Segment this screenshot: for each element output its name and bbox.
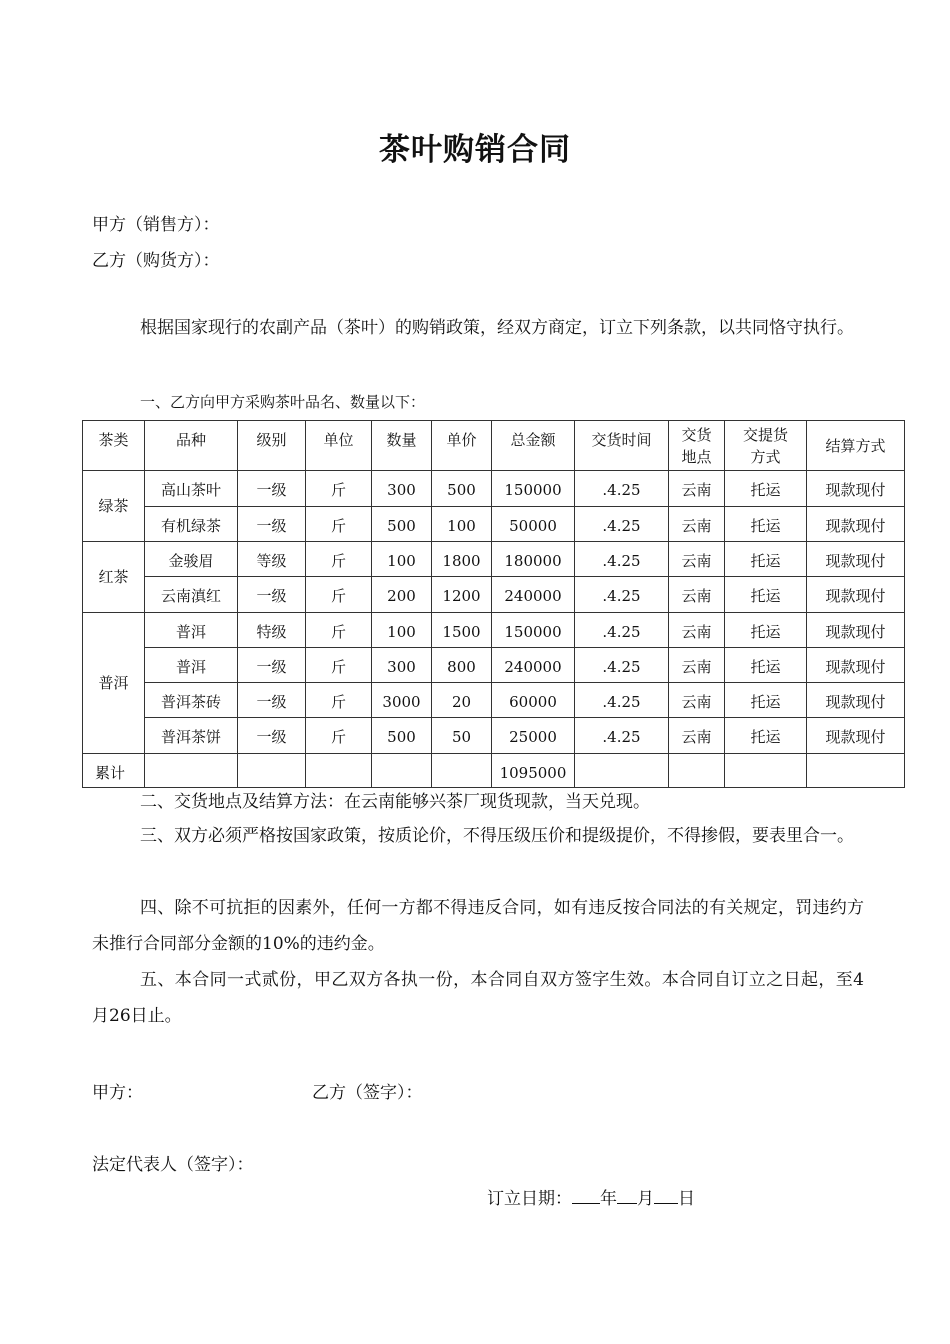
table-cell: 托运 <box>725 577 807 612</box>
table-cell: 普洱茶砖 <box>145 683 238 718</box>
table-cell: 普洱 <box>145 647 238 682</box>
table-cell: 100 <box>372 541 432 576</box>
table-cell: 斤 <box>306 718 372 753</box>
table-cell: 100 <box>432 506 492 541</box>
header-cell-line: 地点 <box>681 447 712 466</box>
category-cell: 普洱 <box>83 612 145 753</box>
table-cell: .4.25 <box>575 577 669 612</box>
table-cell: 托运 <box>725 683 807 718</box>
table-cell: 500 <box>432 471 492 506</box>
header-cell <box>725 421 807 471</box>
table-cell: 现款现付 <box>807 683 905 718</box>
table-cell: .4.25 <box>575 612 669 647</box>
table-row <box>83 541 905 576</box>
table-row <box>83 647 905 682</box>
table-cell: 300 <box>372 647 432 682</box>
total-label-cell: 累计 <box>83 753 145 787</box>
table-cell: 一级 <box>238 718 306 753</box>
date-year-label: 年 <box>600 1189 617 1209</box>
table-cell: 金骏眉 <box>145 541 238 576</box>
table-cell: 云南 <box>669 577 725 612</box>
table-cell: 普洱茶饼 <box>145 718 238 753</box>
table-cell: 斤 <box>306 471 372 506</box>
table-cell: 云南 <box>669 718 725 753</box>
table-cell: .4.25 <box>575 683 669 718</box>
table-cell: 50000 <box>492 506 575 541</box>
clause-4: 四、除不可抗拒的因素外，任何一方都不得违反合同，如有违反按合同法的有关规定，罚违约方未推行合同部分金额的10%的违约金。 <box>92 898 864 954</box>
party-b-label: 乙方（购货方）： <box>92 251 220 271</box>
header-cell: 结算方式 <box>807 421 905 471</box>
table-cell: 现款现付 <box>807 612 905 647</box>
table-cell: 一级 <box>238 647 306 682</box>
table-cell: 一级 <box>238 577 306 612</box>
date-label: 订立日期： <box>487 1189 572 1209</box>
header-cell: 交货时间 <box>575 421 669 471</box>
table-row <box>83 683 905 718</box>
clause-1: 一、乙方向甲方采购茶叶品名、数量以下： <box>140 393 426 411</box>
table-row <box>83 506 905 541</box>
table-row <box>83 577 905 612</box>
table-row <box>83 471 905 506</box>
header-cell: 总金额 <box>492 421 575 471</box>
table-cell: 一级 <box>238 471 306 506</box>
table-cell: 一级 <box>238 683 306 718</box>
table-cell: 云南 <box>669 506 725 541</box>
intro-paragraph: 根据国家现行的农副产品（茶叶）的购销政策，经双方商定，订立下列条款，以共同恪守执行。 <box>140 318 854 338</box>
signature-party-a: 甲方： <box>92 1083 143 1103</box>
header-cell-line: 方式 <box>750 447 781 466</box>
table-cell: 普洱 <box>145 612 238 647</box>
table-cell: 150000 <box>492 612 575 647</box>
table-cell: 托运 <box>725 541 807 576</box>
table-cell: 现款现付 <box>807 577 905 612</box>
table-cell: 100 <box>372 612 432 647</box>
table-cell: 斤 <box>306 506 372 541</box>
clause-5: 五、本合同一式贰份，甲乙双方各执一份，本合同自双方签字生效。本合同自订立之日起，至4月26日止。 <box>92 970 864 1026</box>
table-cell: .4.25 <box>575 471 669 506</box>
table-row <box>83 718 905 753</box>
table-header-row <box>83 421 905 471</box>
category-cell: 绿茶 <box>83 471 145 542</box>
table-cell: 特级 <box>238 612 306 647</box>
total-amount-cell: 1095000 <box>492 753 575 787</box>
table-cell: 现款现付 <box>807 471 905 506</box>
signature-party-b: 乙方（签字）： <box>312 1083 423 1103</box>
table-cell: 50 <box>432 718 492 753</box>
table-cell: 现款现付 <box>807 506 905 541</box>
table-cell: 300 <box>372 471 432 506</box>
day-blank <box>654 1189 678 1204</box>
header-cell-line: 交提货 <box>742 425 788 444</box>
year-blank <box>572 1189 600 1204</box>
table-cell: 有机绿茶 <box>145 506 238 541</box>
table-cell: .4.25 <box>575 718 669 753</box>
table-cell: 200 <box>372 577 432 612</box>
table-cell <box>432 753 492 787</box>
table-cell: 1200 <box>432 577 492 612</box>
table-cell: 斤 <box>306 577 372 612</box>
table-cell: 斤 <box>306 683 372 718</box>
clause-2: 二、交货地点及结算方法：在云南能够兴茶厂现货现款，当天兑现。 <box>140 792 650 812</box>
table-cell: 云南 <box>669 683 725 718</box>
table-cell: 20 <box>432 683 492 718</box>
table-cell: 云南 <box>669 612 725 647</box>
table-row <box>83 612 905 647</box>
header-cell-line: 交货 <box>681 425 712 444</box>
table-cell: 云南 <box>669 647 725 682</box>
header-cell: 单价 <box>432 421 492 471</box>
table-cell: 500 <box>372 506 432 541</box>
table-cell: 240000 <box>492 647 575 682</box>
legal-representative-label: 法定代表人（签字）： <box>92 1155 254 1175</box>
table-cell <box>372 753 432 787</box>
header-cell: 茶类 <box>83 421 145 471</box>
table-cell: 500 <box>372 718 432 753</box>
signing-date <box>487 1184 695 1209</box>
table-cell <box>306 753 372 787</box>
table-cell: 高山茶叶 <box>145 471 238 506</box>
header-cell: 级别 <box>238 421 306 471</box>
table-cell: 现款现付 <box>807 718 905 753</box>
party-a-label: 甲方（销售方）： <box>92 215 220 235</box>
header-cell: 数量 <box>372 421 432 471</box>
table-cell <box>807 753 905 787</box>
table-cell: 云南滇红 <box>145 577 238 612</box>
table-cell: 云南 <box>669 471 725 506</box>
table-cell <box>238 753 306 787</box>
table-cell: 斤 <box>306 541 372 576</box>
clause-3: 三、双方必须严格按国家政策，按质论价，不得压级压价和提级提价，不得掺假，要表里合一。 <box>140 826 854 846</box>
month-blank <box>617 1189 637 1204</box>
table-cell: 25000 <box>492 718 575 753</box>
table-cell: 托运 <box>725 471 807 506</box>
table-cell: .4.25 <box>575 506 669 541</box>
table-cell: 一级 <box>238 506 306 541</box>
table-cell: 云南 <box>669 541 725 576</box>
table-cell: 180000 <box>492 541 575 576</box>
document-title: 茶叶购销合同 <box>379 132 571 168</box>
table-cell: 托运 <box>725 506 807 541</box>
header-cell: 品种 <box>145 421 238 471</box>
table-cell: 800 <box>432 647 492 682</box>
table-cell <box>669 753 725 787</box>
table-cell: 托运 <box>725 718 807 753</box>
table-cell: 1500 <box>432 612 492 647</box>
table-cell: 斤 <box>306 612 372 647</box>
table-cell: .4.25 <box>575 541 669 576</box>
date-day-label: 日 <box>678 1189 695 1209</box>
category-cell: 红茶 <box>83 541 145 612</box>
table-cell: 等级 <box>238 541 306 576</box>
table-cell: 240000 <box>492 577 575 612</box>
table-cell: 斤 <box>306 647 372 682</box>
table-cell: 现款现付 <box>807 647 905 682</box>
table-cell: 3000 <box>372 683 432 718</box>
date-month-label: 月 <box>637 1189 654 1209</box>
table-cell: 托运 <box>725 647 807 682</box>
header-cell: 单位 <box>306 421 372 471</box>
table-cell: .4.25 <box>575 647 669 682</box>
table-cell: 1800 <box>432 541 492 576</box>
table-cell: 60000 <box>492 683 575 718</box>
table-cell <box>725 753 807 787</box>
header-cell <box>669 421 725 471</box>
table-cell: 150000 <box>492 471 575 506</box>
table-cell <box>145 753 238 787</box>
table-cell: 现款现付 <box>807 541 905 576</box>
table-cell <box>575 753 669 787</box>
table-cell: 托运 <box>725 612 807 647</box>
table-total-row <box>83 753 905 787</box>
order-table <box>82 420 905 788</box>
